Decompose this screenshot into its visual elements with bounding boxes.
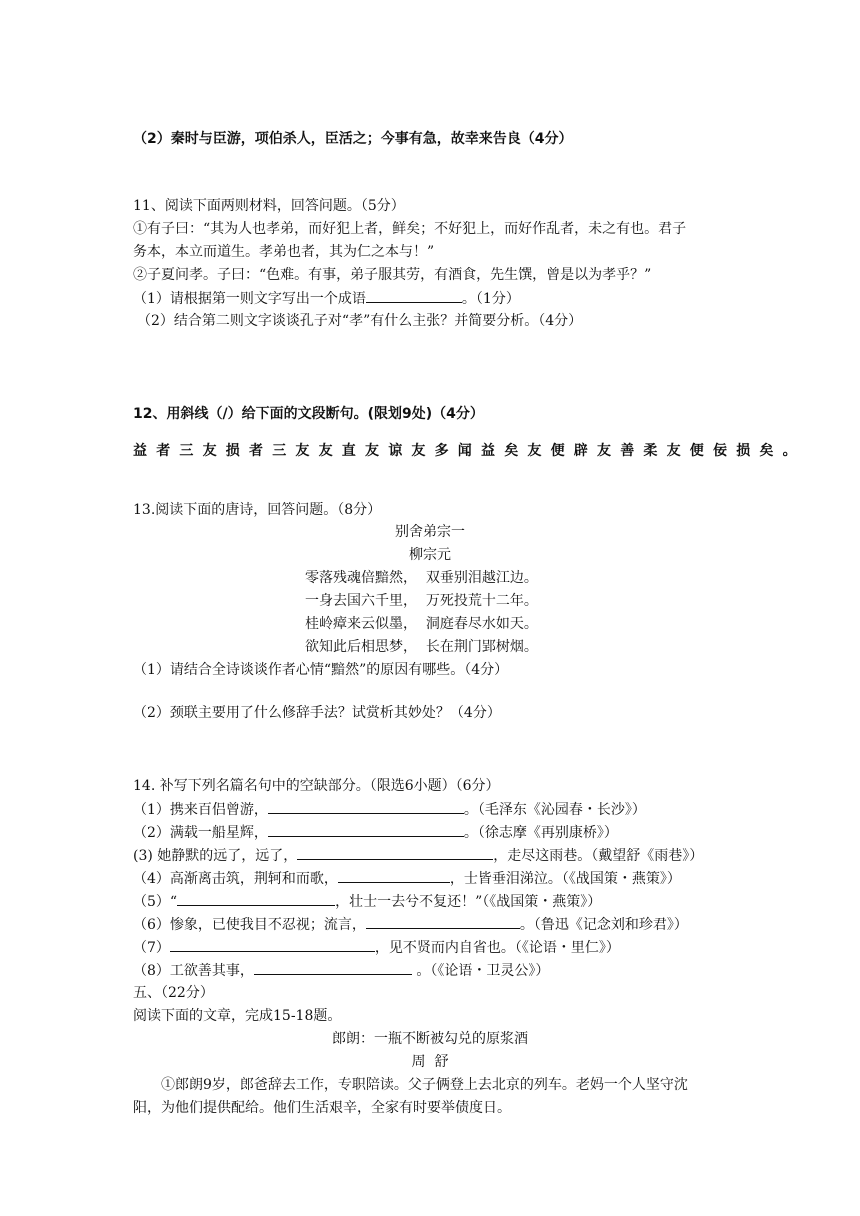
q14-item-8-source: 。（《论语・卫灵公》） bbox=[411, 963, 550, 979]
q14-item-8-text: （8）工欲善其事， bbox=[133, 963, 254, 979]
q14-item-5-source: ，壮士一去兮不复还！”（《战国策・燕策》） bbox=[335, 894, 602, 910]
poem-title: 别舍弟宗一 bbox=[395, 524, 465, 540]
poem-line-1: 零落残魂倍黯然， 双垂别泪越江边。 bbox=[305, 570, 538, 586]
answer-blank[interactable] bbox=[338, 868, 450, 883]
section-5-instruction: 阅读下面的文章，完成15-18题。 bbox=[133, 1008, 342, 1024]
q14-item-6-text: （6）惨象，已使我目不忍视；流言， bbox=[133, 917, 366, 933]
section-5-header: 五、（22分） bbox=[133, 985, 214, 1001]
q14-item-4-source: ，士皆垂泪涕泣。（《战国策・燕策》） bbox=[449, 871, 681, 887]
q14-item-8 bbox=[133, 960, 549, 981]
answer-blank[interactable] bbox=[170, 937, 375, 952]
poem-author: 柳宗元 bbox=[409, 547, 451, 563]
answer-blank[interactable] bbox=[254, 960, 412, 975]
article-paragraph-1-line-2: 阳，为他们提供配给。他们生活艰辛，全家有时要举债度日。 bbox=[133, 1100, 511, 1116]
q14-item-1-source: 。（毛泽东《沁园春・长沙》） bbox=[463, 802, 646, 818]
answer-blank[interactable] bbox=[366, 288, 462, 303]
answer-blank[interactable] bbox=[268, 799, 464, 814]
q14-item-7 bbox=[133, 937, 620, 958]
question-11-title: 11、阅读下面两则材料，回答问题。（5分） bbox=[133, 198, 405, 214]
poem-line-2: 一身去国六千里， 万死投荒十二年。 bbox=[305, 593, 538, 609]
q14-item-4 bbox=[133, 868, 681, 889]
q14-item-4-text: （4）高渐离击筑，荆轲和而歌， bbox=[133, 871, 338, 887]
q12-passage: 益者三友损者三友友直友谅友多闻益矣友便辟友善柔友便佞损矣。 bbox=[133, 443, 806, 459]
q14-item-1 bbox=[133, 799, 646, 820]
q14-item-2 bbox=[133, 822, 618, 843]
q11-sub1-prompt: （1）请根据第一则文字写出一个成语 bbox=[133, 291, 366, 307]
article-author: 周 舒 bbox=[411, 1054, 449, 1070]
answer-blank[interactable] bbox=[297, 845, 493, 860]
answer-blank[interactable] bbox=[177, 891, 335, 906]
q14-item-2-source: 。（徐志摩《再别康桥》） bbox=[463, 825, 618, 841]
q14-item-6 bbox=[133, 914, 688, 935]
question-10-part-2: （2）秦时与臣游，项伯杀人，臣活之；今事有急，故幸来告良（4分） bbox=[133, 131, 573, 147]
q11-subquestion-1 bbox=[133, 288, 520, 309]
answer-blank[interactable] bbox=[268, 822, 464, 837]
q13-subquestion-2: （2）颈联主要用了什么修辞手法？试赏析其妙处？（4分） bbox=[133, 705, 501, 721]
q11-material-1-line-1: ①有子曰：“其为人也孝弟，而好犯上者，鲜矣；不好犯上，而好作乱者，未之有也。君子 bbox=[133, 221, 687, 237]
poem-line-4: 欲知此后相思梦， 长在荆门郢树烟。 bbox=[305, 639, 538, 655]
q14-item-3-source: ，走尽这雨巷。（戴望舒《雨巷》） bbox=[493, 848, 704, 864]
q14-item-1-text: （1）携来百侣曾游， bbox=[133, 802, 268, 818]
q13-subquestion-1: （1）请结合全诗谈谈作者心情“黯然”的原因有哪些。（4分） bbox=[133, 662, 509, 678]
q11-material-1-line-2: 务本，本立而道生。孝弟也者，其为仁之本与！” bbox=[133, 244, 435, 260]
q11-sub1-score: 。（1分） bbox=[461, 291, 520, 307]
question-13-title: 13.阅读下面的唐诗，回答问题。（8分） bbox=[133, 502, 382, 518]
q14-item-7-text: （7） bbox=[133, 940, 170, 956]
article-paragraph-1-line-1: ①郎朗9岁，郎爸辞去工作，专职陪读。父子俩登上去北京的列车。老妈一个人坚守沈 bbox=[161, 1077, 688, 1093]
q14-item-2-text: （2）满载一船星辉， bbox=[133, 825, 268, 841]
q14-item-6-source: 。（鲁迅《记念刘和珍君》） bbox=[519, 917, 688, 933]
poem-line-3: 桂岭瘴来云似墨， 洞庭春尽水如天。 bbox=[305, 616, 538, 632]
q14-item-3-text: (3) 她静默的远了，远了， bbox=[133, 848, 298, 864]
q14-item-5 bbox=[133, 891, 601, 912]
question-14-title: 14. 补写下列名篇名句中的空缺部分。（限选6小题）（6分） bbox=[133, 778, 500, 794]
q14-item-7-source: ，见不贤而内自省也。（《论语・里仁》） bbox=[374, 940, 620, 956]
q14-item-5-text: （5）“ bbox=[133, 894, 178, 910]
q11-subquestion-2: （2）结合第二则文字谈谈孔子对“孝”有什么主张？并简要分析。（4分） bbox=[137, 313, 583, 329]
question-12-title: 12、用斜线（/）给下面的文段断句。(限划9处)（4分） bbox=[133, 406, 484, 422]
q11-material-2: ②子夏问孝。子曰：“色难。有事，弟子服其劳，有酒食，先生馔，曾是以为孝乎？” bbox=[133, 267, 652, 283]
q14-item-3 bbox=[133, 845, 703, 866]
article-title: 郎朗：一瓶不断被勾兑的原浆酒 bbox=[332, 1031, 528, 1047]
answer-blank[interactable] bbox=[366, 914, 520, 929]
